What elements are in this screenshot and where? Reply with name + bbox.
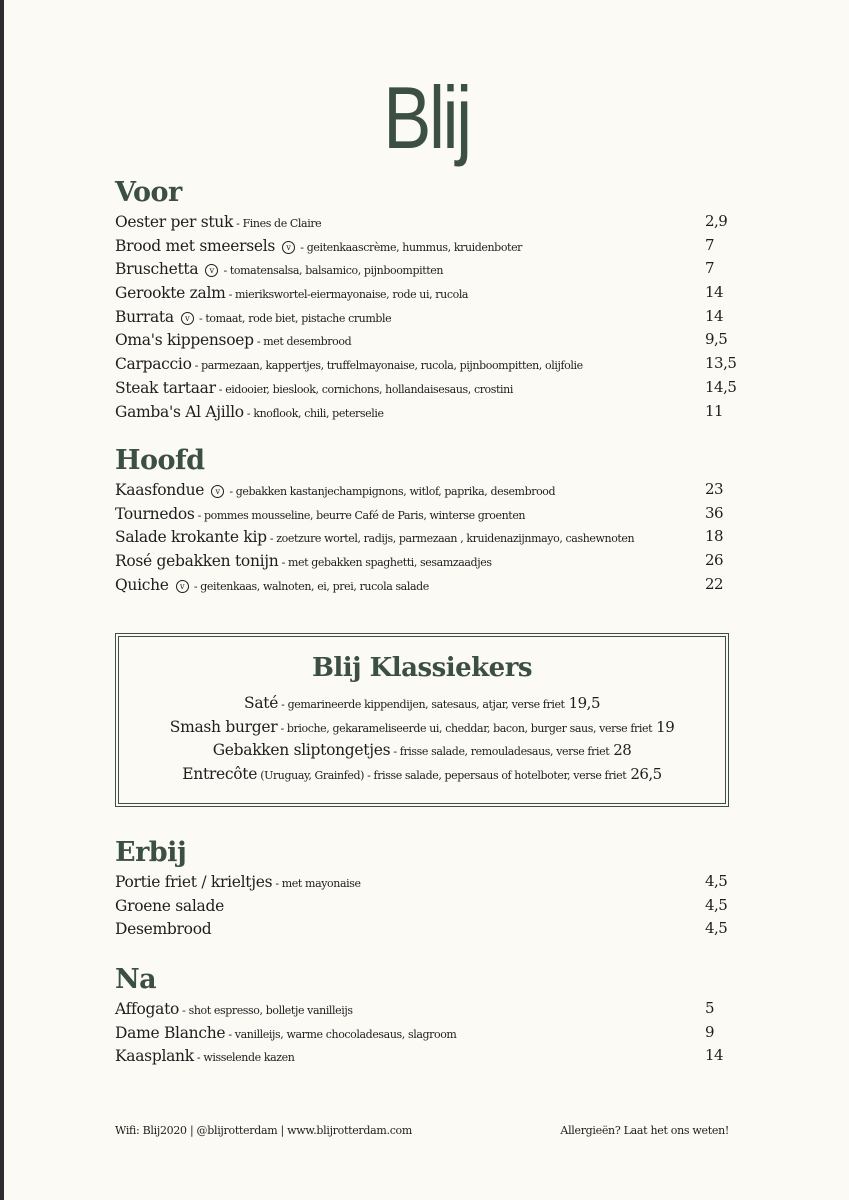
menu-item-name: Dame Blanche bbox=[115, 1023, 226, 1042]
section-heading-na: Na bbox=[115, 964, 157, 995]
menu-item-description: - knoflook, chili, peterselie bbox=[243, 406, 384, 420]
klassiekers-box bbox=[115, 633, 729, 807]
menu-item-description: - frisse salade, remouladesaus, verse friet bbox=[390, 745, 610, 758]
klassieker-item bbox=[116, 693, 728, 717]
menu-item-description: - wisselende kazen bbox=[193, 1051, 295, 1065]
menu-item bbox=[115, 575, 745, 599]
menu-item-price: 11 bbox=[705, 401, 724, 420]
menu-item-description: - gemarineerde kippendijen, satesaus, atjar, verse friet bbox=[278, 698, 565, 711]
menu-item-description: - shot espresso, bolletje vanilleijs bbox=[179, 1004, 353, 1017]
footer-allergy-note: Allergieën? Laat het ons weten! bbox=[560, 1124, 729, 1137]
vegetarian-icon: v bbox=[181, 312, 194, 325]
section-na bbox=[115, 965, 745, 1070]
menu-item-price: 7 bbox=[705, 259, 715, 278]
menu-item-description: - vanilleijs, warme chocoladesaus, slagroom bbox=[225, 1027, 457, 1041]
restaurant-logo: Blij bbox=[383, 68, 470, 167]
menu-item-name: Rosé gebakken tonijn bbox=[115, 552, 279, 571]
menu-item-description: - gebakken kastanjechampignons, witlof, paprika, desembrood bbox=[226, 485, 556, 498]
menu-item-price: 23 bbox=[705, 480, 724, 498]
menu-item-name: Smash burger bbox=[169, 717, 278, 736]
menu-item bbox=[115, 378, 745, 402]
menu-item-price: 14,5 bbox=[705, 377, 737, 396]
vegetarian-icon: v bbox=[282, 241, 295, 254]
menu-item-price: 4,5 bbox=[705, 919, 728, 938]
section-heading-erbij: Erbij bbox=[115, 837, 187, 868]
menu-item bbox=[115, 283, 745, 307]
menu-item-price: 26 bbox=[705, 551, 724, 570]
menu-item bbox=[115, 307, 745, 331]
menu-item bbox=[115, 354, 745, 378]
menu-item-description: - eidooier, bieslook, cornichons, hollandaisesaus, crostini bbox=[215, 382, 513, 396]
vegetarian-icon: v bbox=[211, 485, 224, 498]
menu-item-price: 9 bbox=[705, 1022, 715, 1041]
menu-item bbox=[115, 551, 745, 575]
section-hoofd bbox=[115, 446, 745, 598]
menu-item-name: Carpaccio bbox=[115, 355, 192, 374]
menu-item-price: 4,5 bbox=[705, 872, 728, 890]
menu-item-name: Oma's kippensoep bbox=[115, 331, 254, 350]
menu-item-price: 14 bbox=[705, 283, 724, 302]
vegetarian-icon: v bbox=[176, 580, 189, 593]
menu-item bbox=[115, 330, 745, 354]
klassiekers-heading: Blij Klassiekers bbox=[311, 653, 533, 683]
menu-item bbox=[115, 480, 745, 504]
section-voor bbox=[115, 178, 745, 425]
menu-item-price: 7 bbox=[705, 235, 715, 254]
footer-info: Wifi: Blij2020 | @blijrotterdam | www.blijrotterdam.com bbox=[115, 1124, 413, 1137]
menu-item-description: - met desembrood bbox=[253, 335, 352, 349]
menu-item bbox=[115, 236, 745, 260]
menu-item-description: - mierikswortel-eiermayonaise, rode ui, rucola bbox=[225, 288, 469, 302]
menu-item bbox=[115, 919, 745, 943]
menu-item-description: - parmezaan, kappertjes, truffelmayonaise, rucola, pijnboompitten, olijfolie bbox=[191, 359, 583, 373]
menu-item bbox=[115, 527, 745, 551]
klassieker-item bbox=[116, 717, 728, 741]
menu-item-price: 4,5 bbox=[705, 895, 728, 914]
menu-item-name: Quiche bbox=[115, 575, 169, 594]
menu-item-description: - tomatensalsa, balsamico, pijnboompitten bbox=[220, 264, 444, 278]
menu-item bbox=[115, 999, 745, 1023]
menu-item-description: - zoetzure wortel, radijs, parmezaan , kruidenazijnmayo, cashewnoten bbox=[266, 532, 635, 546]
menu-item-price: 18 bbox=[705, 527, 724, 546]
menu-page bbox=[4, 0, 849, 1200]
menu-item-name: Entrecôte bbox=[182, 764, 258, 783]
menu-item-price: 9,5 bbox=[705, 330, 728, 349]
menu-item-name: Salade krokante kip bbox=[115, 528, 267, 547]
menu-item-price: 36 bbox=[705, 503, 724, 522]
menu-item-description: - geitenkaascrème, hummus, kruidenboter bbox=[297, 240, 523, 254]
klassieker-item bbox=[116, 764, 728, 788]
menu-item-name: Gamba's Al Ajillo bbox=[115, 402, 244, 421]
menu-item-name: Kaasfondue bbox=[115, 481, 205, 499]
menu-item-price: 13,5 bbox=[705, 354, 737, 373]
menu-item-description: - Fines de Claire bbox=[233, 217, 322, 230]
menu-item-price: 2,9 bbox=[705, 212, 728, 230]
menu-item-name: Groene salade bbox=[115, 896, 224, 915]
menu-item-name: Burrata bbox=[115, 307, 174, 326]
menu-item bbox=[115, 212, 745, 236]
section-heading-hoofd: Hoofd bbox=[115, 445, 205, 476]
menu-item-name: Tournedos bbox=[115, 504, 195, 523]
menu-item-name: Oester per stuk bbox=[115, 213, 234, 231]
vegetarian-icon: v bbox=[205, 264, 218, 277]
menu-item-description: (Uruguay, Grainfed) - frisse salade, pepersaus of hotelboter, verse friet bbox=[257, 768, 627, 782]
menu-item-price: 19,5 bbox=[568, 694, 600, 712]
section-erbij bbox=[115, 838, 745, 943]
menu-item-name: Portie friet / krieltjes bbox=[115, 873, 273, 891]
menu-item-price: 5 bbox=[705, 999, 715, 1017]
menu-item-price: 19 bbox=[656, 717, 675, 736]
menu-item bbox=[115, 1023, 745, 1047]
menu-item-name: Gebakken sliptongetjes bbox=[212, 741, 391, 759]
menu-item-name: Steak tartaar bbox=[115, 378, 216, 397]
menu-item-name: Brood met smeersels bbox=[115, 236, 276, 255]
menu-item-price: 22 bbox=[705, 574, 724, 593]
menu-item-name: Kaasplank bbox=[115, 1047, 194, 1066]
menu-item-name: Gerookte zalm bbox=[115, 284, 226, 303]
menu-item-description: - met gebakken spaghetti, sesamzaadjes bbox=[278, 556, 492, 570]
menu-item-price: 14 bbox=[705, 1046, 724, 1065]
menu-item-name: Bruschetta bbox=[115, 260, 199, 279]
menu-item-price: 14 bbox=[705, 306, 724, 325]
menu-item bbox=[115, 872, 745, 896]
menu-item-name: Desembrood bbox=[115, 920, 212, 939]
menu-item-description: - geitenkaas, walnoten, ei, prei, rucola salade bbox=[190, 579, 429, 593]
menu-item-description: - tomaat, rode biet, pistache crumble bbox=[195, 311, 392, 325]
menu-item-name: Affogato bbox=[115, 1000, 180, 1018]
menu-item-description: - met mayonaise bbox=[272, 877, 361, 890]
menu-item bbox=[115, 402, 745, 426]
menu-item-price: 28 bbox=[613, 741, 632, 759]
menu-item bbox=[115, 504, 745, 528]
menu-item bbox=[115, 259, 745, 283]
menu-item-description: - pommes mousseline, beurre Café de Paris, winterse groenten bbox=[194, 508, 526, 522]
menu-item-price: 26,5 bbox=[630, 764, 662, 783]
menu-item bbox=[115, 1046, 745, 1070]
menu-item bbox=[115, 896, 745, 920]
menu-item-description: - brioche, gekarameliseerde ui, cheddar, bacon, burger saus, verse friet bbox=[277, 721, 653, 735]
klassieker-item bbox=[116, 740, 728, 764]
section-heading-voor: Voor bbox=[115, 177, 182, 208]
menu-item-name: Saté bbox=[244, 694, 279, 712]
